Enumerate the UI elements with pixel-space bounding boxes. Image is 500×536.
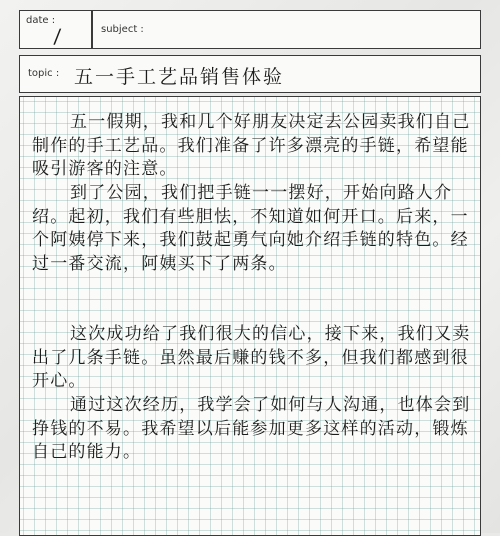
paragraph — [32, 394, 472, 465]
paragraph — [32, 182, 472, 276]
paragraph — [32, 323, 472, 394]
paragraph-text: 五一假期，我和几个好朋友决定去公园卖我们自己制作的手工艺品。我们准备了许多漂亮的手链，希望能吸引游客的注意。 — [32, 112, 471, 179]
date-value: / — [53, 23, 62, 49]
paragraph — [32, 111, 472, 182]
topic-title: 五一手工艺品销售体验 — [74, 66, 285, 88]
paragraph-text: 通过这次经历，我学会了如何与人沟通，也体会到挣钱的不易。我希望以后能参加更多这样的活动，锻炼自己的能力。 — [32, 395, 471, 462]
date-label: date : — [26, 15, 56, 26]
subject-label: subject : — [101, 24, 144, 35]
date-box — [19, 10, 92, 49]
subject-box — [92, 10, 481, 49]
topic-box — [19, 55, 481, 93]
paragraph-text: 到了公园，我们把手链一一摆好，开始向路人介绍。起初，我们有些胆怯，不知道如何开口。后来，一个阿姨停下来，我们鼓起勇气向她介绍手链的特色。经过一番交流，阿姨买下了两条。 — [32, 183, 469, 274]
paragraph-text: 这次成功给了我们很大的信心，接下来，我们又卖出了几条手链。虽然最后赚的钱不多，但我们都感到很开心。 — [32, 324, 471, 391]
essay-body — [19, 96, 481, 536]
topic-label: topic : — [28, 68, 60, 79]
